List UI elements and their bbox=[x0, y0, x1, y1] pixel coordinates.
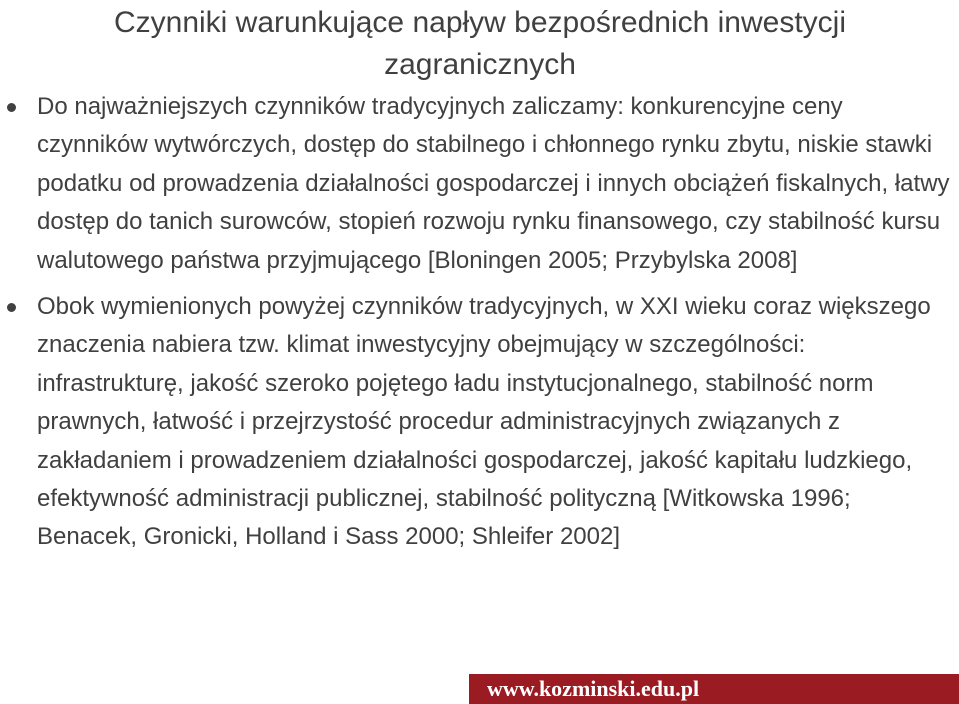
bullet-text: Obok wymienionych powyżej czynników tradycyjnych, w XXI wieku coraz większego znaczenia nabiera tzw. klimat inwestycyjny obejmujący w szczególności: infrastrukturę, jakość szeroko pojętego ładu instytucjonalnego, stabilność norm prawnych, łatwość i przejrzystość procedur administracyjnych związanych z zakładaniem i prowadzeniem działalności gospodarczej, jakość kapitału ludzkiego, efektywność administracji publicznej, stabilność polityczną [Witkowska 1996; Benacek, Gronicki, Holland i Sass 2000; Shleifer 2002] bbox=[37, 293, 931, 551]
bullet-item bbox=[4, 288, 954, 557]
bullet-text: Do najważniejszych czynników tradycyjnych zaliczamy: konkurencyjne ceny czynników wytwórczych, dostęp do stabilnego i chłonnego rynku zbytu, niskie stawki podatku od prowadzenia działalności gospodarczej i innych obciążeń fiskalnych, łatwy dostęp do tanich surowców, stopień rozwoju rynku finansowego, czy stabilność kursu walutowego państwa przyjmującego [Bloningen 2005; Przybylska 2008] bbox=[37, 93, 950, 274]
bullet-item bbox=[4, 88, 954, 280]
bullet-icon bbox=[7, 103, 16, 112]
footer-url[interactable]: www.kozminski.edu.pl bbox=[487, 676, 700, 701]
footer-banner bbox=[469, 674, 959, 704]
bullet-icon bbox=[7, 303, 16, 312]
slide-title: Czynniki warunkujące napływ bezpośrednich inwestycji zagranicznych bbox=[113, 6, 846, 81]
bullet-list bbox=[4, 88, 954, 557]
